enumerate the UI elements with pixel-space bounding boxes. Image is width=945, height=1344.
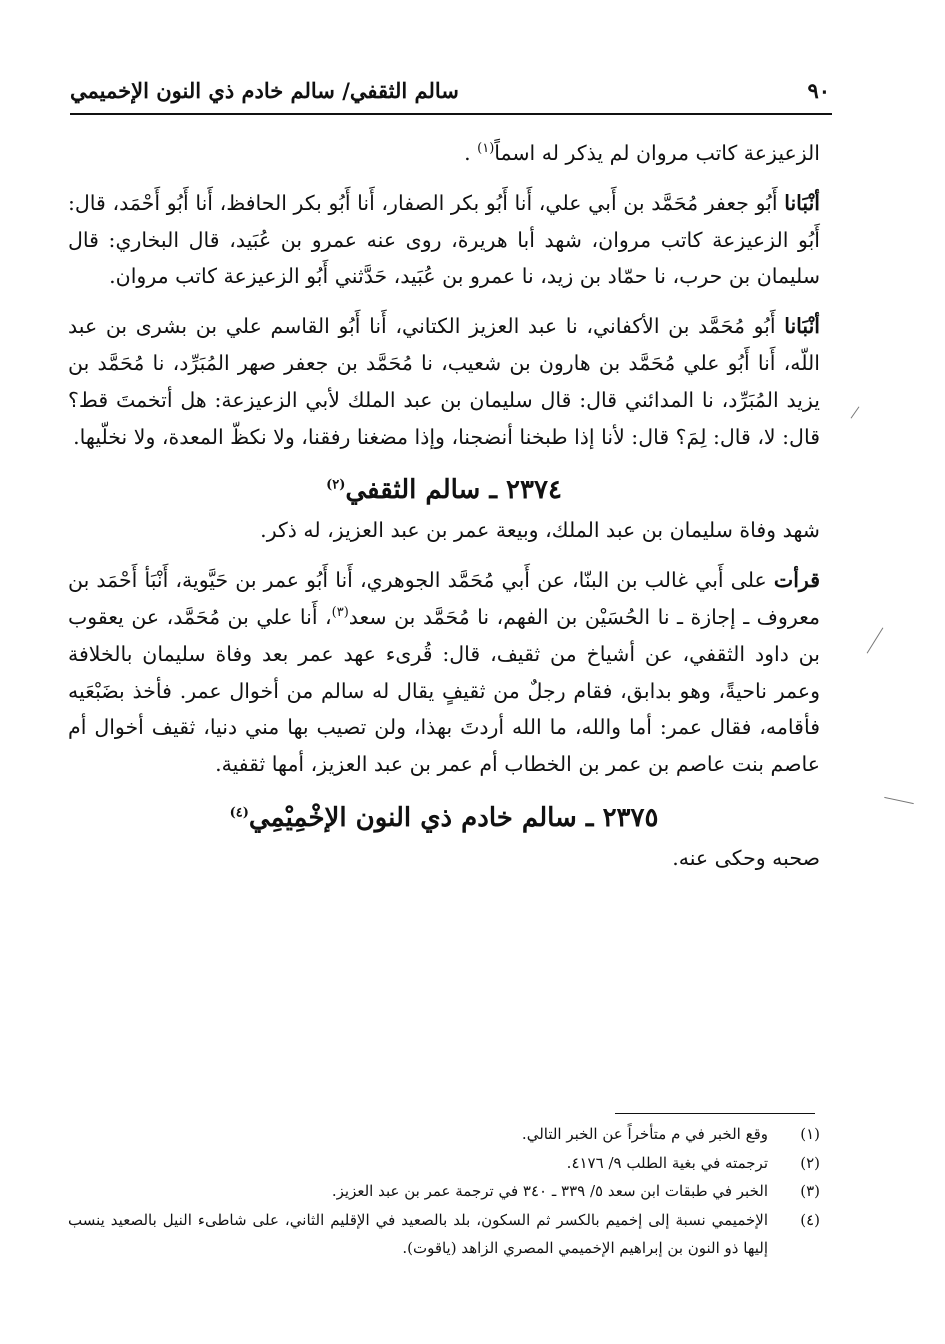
- paragraph-5: [68, 562, 820, 783]
- footnote-2: [68, 1149, 820, 1178]
- footnote-number: (١): [800, 1125, 820, 1143]
- footnote-separator: [615, 1113, 815, 1114]
- scan-margin-mark: [867, 628, 884, 654]
- scan-margin-mark: [884, 797, 914, 804]
- footnote-number: (٣): [800, 1182, 820, 1200]
- paragraph-1-end: .: [464, 141, 478, 165]
- footnote-ref-3[interactable]: (٣): [331, 605, 349, 621]
- footnote-4: [68, 1206, 820, 1263]
- footnote-ref-1[interactable]: (١): [477, 141, 495, 157]
- paragraph-5-text-a: على أَبي غالب بن البنّا، عن أَبي مُحَمَّد الجوهري، أَنا أَبُو عمر بن حَيَّوية، أَنْبَأ أَحْمَد بن معروف ـ إجازة ـ نا الحُسَيْن بن الفهم، نا مُحَمَّد بن سعد: [68, 568, 820, 629]
- footnote-3: [68, 1177, 820, 1206]
- paragraph-5-text-b: ، أَنا علي بن مُحَمَّد، عن يعقوب بن داود الثقفي، عن أشياخ من ثقيف، قال: قُرىء عهد عمر بعد وفاة سليمان بالخلافة وعمر ناحيةً، وهو بدابق، فقام رجلٌ من ثقيفٍ يقال له سالم من أخوال عمر. فأخذ بضَبْعَيه فأقامه، فقال عمر: أما والله، ما الله أردتَ بهذا، ولن تصيب بها مني دنيا، ثقيف أخوال أم عاصم بنت عاصم بن عمر بن الخطاب أم عمر بن عبد العزيز، أمها ثقفية.: [68, 604, 820, 777]
- footnote-ref-2[interactable]: (٢): [326, 477, 346, 493]
- header-rule: [70, 113, 832, 115]
- footnotes: [68, 1120, 820, 1263]
- paragraph-3: [68, 308, 820, 455]
- paragraph-2-text: أَبُو جعفر مُحَمَّد بن أَبي علي، أَنا أَبُو بكر الصفار، أَنا أَبُو بكر الحافظ، أَنا أَبُو أَحْمَد، قال: أَبُو الزعيزعة كاتب مروان، شهد أبا هريرة، روى عنه عمرو بن عُبَيد، قال البخاري: قال سليمان بن حرب، نا حمّاد بن زيد، نا عمرو بن عُبَيد، حَدَّثني أَبُو الزعيزعة كاتب مروان.: [68, 190, 821, 289]
- entry-heading-2374-text: ٢٣٧٤ ـ سالم الثقفي: [345, 475, 562, 506]
- footnote-text: الإخميمي نسبة إلى إخميم بالكسر ثم السكون، بلد بالصعيد في الإقليم الثاني، على شاطىء النيل بالصعيد ينسب إليها ذو النون بن إبراهيم الإخميمي المصري الزاهد (ياقوت).: [68, 1210, 768, 1257]
- page-header: [70, 78, 830, 112]
- paragraph-2-keyword: أنْبَانا: [784, 190, 820, 215]
- paragraph-1-text: الزعيزعة كاتب مروان لم يذكر له اسماً: [494, 141, 820, 165]
- page-number: ٩٠: [807, 78, 830, 103]
- paragraph-4-text: شهد وفاة سليمان بن عبد الملك، وبيعة عمر بن عبد العزيز، له ذكر.: [260, 518, 820, 543]
- entry-heading-2375-text: ٢٣٧٥ ـ سالم خادم ذي النون الإخْمِيْمِي: [248, 802, 659, 833]
- entry-heading-2375: [68, 796, 820, 840]
- footnote-1: [68, 1120, 820, 1149]
- footnote-number: (٢): [800, 1153, 820, 1172]
- paragraph-6: [68, 840, 820, 877]
- footnote-text: وقع الخبر في م متأخراً عن الخبر التالي.: [521, 1125, 768, 1143]
- entry-heading-2374: [68, 468, 820, 512]
- main-text: [68, 135, 820, 890]
- paragraph-4: [68, 512, 820, 549]
- footnote-ref-4[interactable]: (٤): [229, 805, 249, 821]
- footnote-text: ترجمته في بغية الطلب ٩/ ٤١٧٦.: [566, 1153, 768, 1172]
- paragraph-6-text: صحبه وحكى عنه.: [672, 845, 820, 870]
- paragraph-3-keyword: أنْبَانا: [784, 314, 820, 339]
- paragraph-3-text: أَبُو مُحَمَّد بن الأكفاني، نا عبد العزيز الكتاني، أَنا أَبُو القاسم علي بن بشرى بن عبد اللّه، أَنا أَبُو علي مُحَمَّد بن هارون بن شعيب، نا مُحَمَّد بن جعفر صهر المُبَرِّد، نا مُحَمَّد بن يزيد المُبَرِّد، نا المدائني قال: قال سليمان بن عبد الملك لأبي الزعيزعة: هل أتخمتَ قط؟ قال: لا، قال: لِمَ؟ قال: لأنا إذا طبخنا أنضجنا، وإذا مضغنا رفقنا، ولا نكظّ المعدة، ولا نخلّيها.: [68, 314, 820, 449]
- footnote-text: الخبر في طبقات ابن سعد ٥/ ٣٣٩ ـ ٣٤٠ في ترجمة عمر بن عبد العزيز.: [331, 1182, 768, 1200]
- scan-margin-mark: [851, 406, 860, 418]
- paragraph-2: [68, 185, 820, 295]
- footnote-number: (٤): [800, 1210, 820, 1229]
- running-title: سالم الثقفي/ سالم خادم ذي النون الإخميمي: [70, 78, 459, 103]
- paragraph-1: [68, 135, 820, 172]
- paragraph-5-keyword: قرأت: [773, 568, 820, 593]
